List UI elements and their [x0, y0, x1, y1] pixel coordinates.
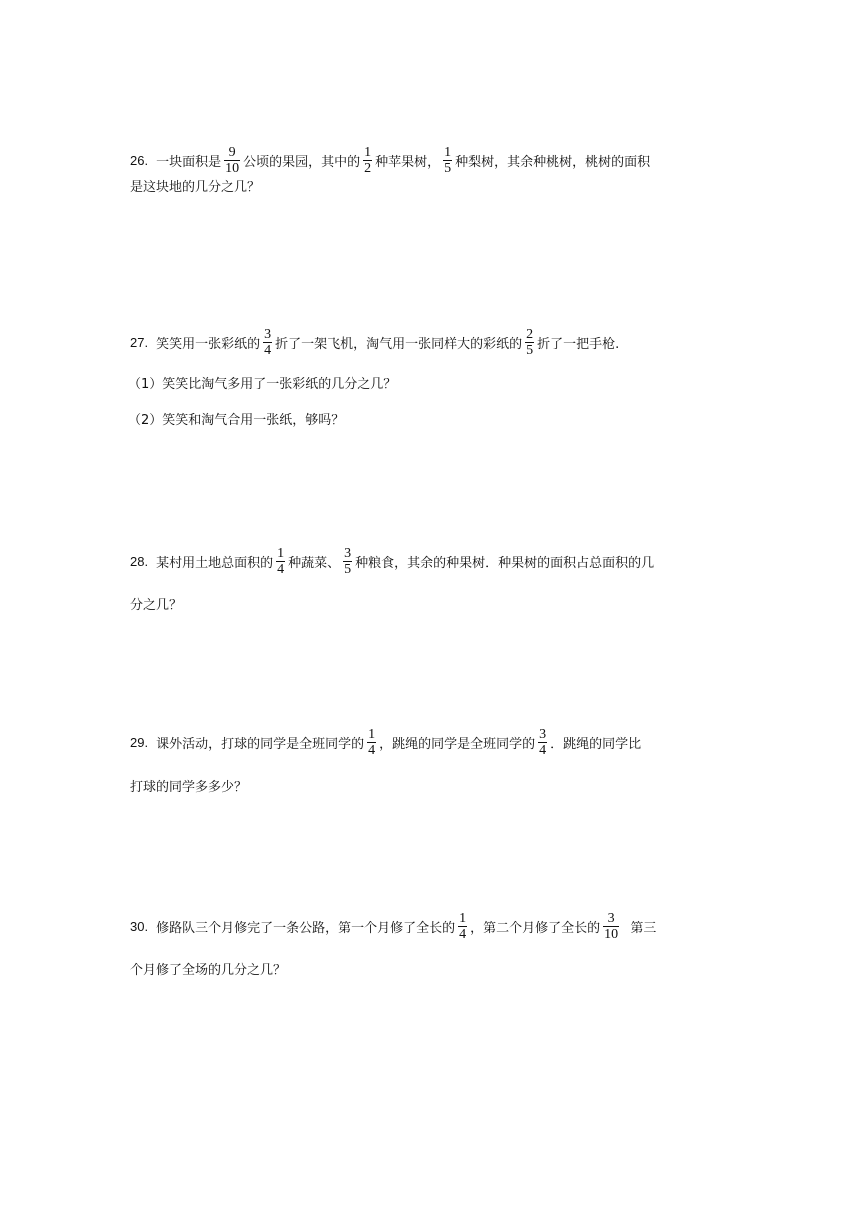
question-number: 27.	[130, 334, 149, 350]
question-27-sub-1	[128, 362, 396, 402]
question-text: ，跳绳的同学是全班同学的	[379, 736, 536, 752]
numerator: 2	[526, 326, 534, 342]
fraction	[538, 727, 547, 758]
fraction	[443, 145, 452, 176]
numerator: 1	[459, 910, 467, 926]
question-text: 折了一把手枪.	[537, 336, 620, 352]
numerator: 1	[444, 144, 452, 160]
question-number: 29.	[130, 734, 149, 750]
fraction	[276, 546, 285, 577]
denominator: 5	[444, 160, 452, 176]
question-text: 某村用土地总面积的	[156, 555, 274, 571]
question-28-line-1	[130, 541, 654, 581]
question-text: 课外活动，打球的同学是全班同学的	[156, 736, 365, 752]
fraction	[263, 327, 272, 358]
numerator: 3	[344, 545, 352, 561]
denominator: 4	[264, 342, 272, 358]
numerator: 1	[364, 144, 372, 160]
fraction	[458, 911, 467, 942]
numerator: 1	[368, 726, 376, 742]
question-28-line-2	[130, 583, 182, 623]
fraction	[367, 727, 376, 758]
question-30-line-1	[130, 906, 656, 946]
numerator: 3	[264, 326, 272, 342]
question-text: 笑笑用一张彩纸的	[156, 336, 261, 352]
denominator: 10	[225, 160, 240, 176]
fraction	[525, 327, 534, 358]
question-text: 打球的同学多多少？	[130, 779, 248, 795]
question-text: 分之几？	[130, 597, 183, 613]
question-text: 公顷的果园，其中的	[243, 154, 361, 170]
denominator: 4	[368, 742, 376, 758]
denominator: 10	[604, 926, 619, 942]
question-text: 是这块地的几分之几？	[130, 179, 261, 195]
question-27-line-1	[130, 322, 619, 362]
question-text: 种梨树，其余种桃树，桃树的面积	[455, 154, 651, 170]
sub-question-text: （2）笑笑和淘气合用一张纸，够吗？	[128, 412, 345, 428]
fraction	[343, 546, 352, 577]
question-text: 种蔬菜、	[288, 555, 341, 571]
question-29-line-2	[130, 765, 247, 805]
question-text: ，第二个月修了全长的	[470, 920, 601, 936]
question-26-line-2	[130, 165, 260, 205]
question-number: 30.	[130, 918, 149, 934]
numerator: 1	[277, 545, 285, 561]
question-text: 第三	[622, 920, 657, 936]
question-text: 种苹果树，	[375, 154, 441, 170]
question-text: 种粮食，其余的种果树．种果树的面积占总面积的几	[355, 555, 655, 571]
question-text: 折了一架飞机，淘气用一张同样大的彩纸的	[275, 336, 523, 352]
question-text: 一块面积是	[156, 154, 222, 170]
question-text: ．跳绳的同学比	[550, 736, 642, 752]
question-29-line-1	[130, 722, 641, 762]
question-27-sub-2	[128, 398, 344, 438]
question-number: 26.	[130, 152, 149, 168]
denominator: 5	[344, 561, 352, 577]
fraction	[603, 911, 619, 942]
question-text: 个月修了全场的几分之几？	[130, 962, 287, 978]
numerator: 3	[539, 726, 547, 742]
question-text: 修路队三个月修完了一条公路，第一个月修了全长的	[156, 920, 456, 936]
denominator: 4	[277, 561, 285, 577]
numerator: 3	[607, 910, 615, 926]
denominator: 2	[364, 160, 372, 176]
sub-question-text: （1）笑笑比淘气多用了一张彩纸的几分之几？	[128, 376, 397, 392]
question-number: 28.	[130, 553, 149, 569]
fraction	[363, 145, 372, 176]
numerator: 9	[228, 144, 236, 160]
denominator: 5	[526, 342, 534, 358]
denominator: 4	[539, 742, 547, 758]
denominator: 4	[459, 926, 467, 942]
question-30-line-2	[130, 948, 286, 988]
